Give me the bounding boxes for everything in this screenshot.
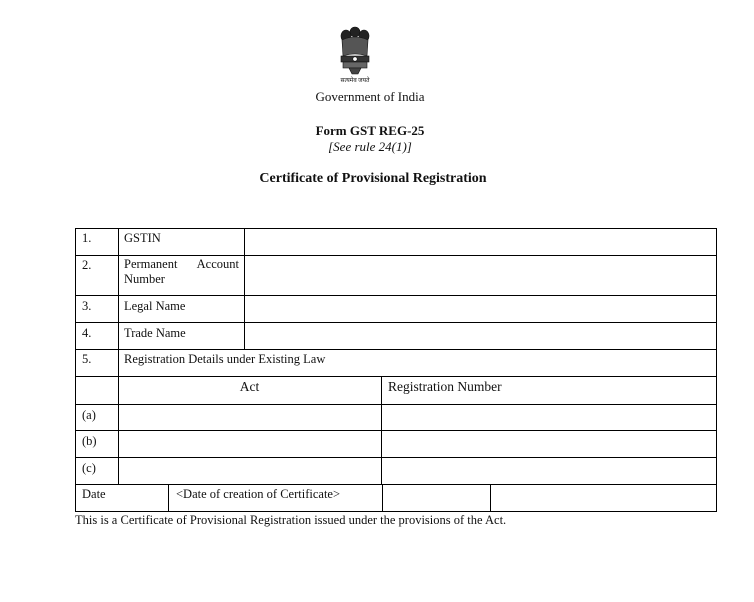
table-rule: [75, 349, 716, 350]
table-rule: [716, 228, 717, 512]
certificate-title: Certificate of Provisional Registration: [259, 171, 487, 186]
subrow-label: (b): [82, 434, 97, 448]
emblem-motto: सत्यमेव जयते: [340, 78, 370, 84]
table-rule: [75, 511, 717, 512]
existing-law-heading: Registration Details under Existing Law: [124, 352, 326, 366]
form-title: Form GST REG-25: [315, 123, 425, 138]
table-rule: [75, 228, 76, 512]
field-label-pan: Permanent Account Number: [124, 257, 239, 286]
rule-reference: [See rule 24(1)]: [328, 139, 412, 154]
table-rule: [75, 255, 716, 256]
table-rule: [168, 484, 169, 512]
row-number: 4.: [82, 326, 92, 340]
table-rule: [75, 430, 716, 431]
table-rule: [75, 376, 716, 377]
table-rule: [75, 457, 716, 458]
field-label-gstin: GSTIN: [124, 231, 161, 245]
table-rule: [244, 228, 245, 349]
row-number: 5.: [82, 352, 92, 366]
row-number: 1.: [82, 231, 92, 245]
table-rule: [381, 376, 382, 484]
table-rule: [75, 322, 716, 323]
subrow-label: (c): [82, 461, 96, 475]
row-number: 3.: [82, 299, 92, 313]
table-rule: [382, 484, 383, 512]
table-rule: [490, 484, 491, 512]
column-header-act: Act: [239, 379, 260, 394]
row-number: 2.: [82, 258, 92, 272]
table-rule: [75, 295, 716, 296]
column-header-registration-number: Registration Number: [388, 379, 502, 394]
date-value: <Date of creation of Certificate>: [176, 487, 341, 501]
table-rule: [118, 228, 119, 484]
subrow-label: (a): [82, 408, 96, 422]
table-rule: [75, 228, 716, 229]
date-label: Date: [82, 487, 106, 501]
field-label-legal-name: Legal Name: [124, 299, 186, 313]
government-label: Government of India: [315, 89, 425, 104]
certificate-footnote: This is a Certificate of Provisional Registration issued under the provisions of the Act.: [75, 513, 507, 527]
table-rule: [75, 484, 716, 485]
table-rule: [75, 404, 716, 405]
field-label-trade-name: Trade Name: [124, 326, 186, 340]
